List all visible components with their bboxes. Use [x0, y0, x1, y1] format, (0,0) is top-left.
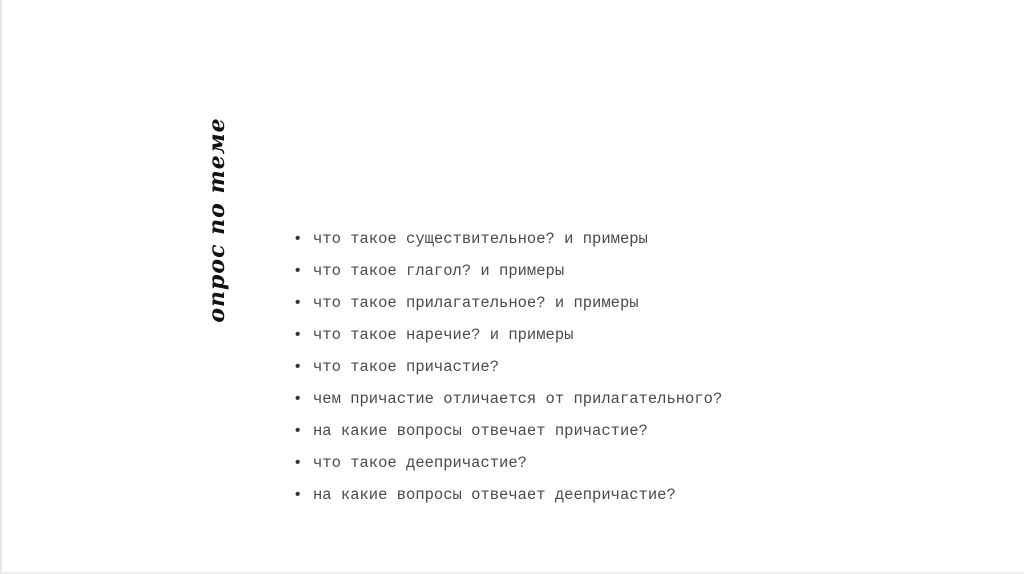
list-item	[293, 292, 722, 324]
bullet-icon: •	[293, 294, 303, 312]
list-item	[293, 324, 722, 356]
bullet-icon: •	[293, 486, 303, 504]
question-text: на какие вопросы отвечает деепричастие?	[313, 486, 676, 504]
bullet-icon: •	[293, 326, 303, 344]
slide-title: опрос по теме	[204, 117, 230, 323]
list-item	[293, 452, 722, 484]
list-item	[293, 484, 722, 516]
bullet-icon: •	[293, 454, 303, 472]
question-text: на какие вопросы отвечает причастие?	[313, 422, 648, 440]
list-item	[293, 388, 722, 420]
question-text: что такое глагол? и примеры	[313, 262, 565, 280]
list-item	[293, 420, 722, 452]
list-item	[293, 260, 722, 292]
bullet-icon: •	[293, 230, 303, 248]
list-item	[293, 356, 722, 388]
question-list	[293, 228, 722, 516]
question-text: что такое деепричастие?	[313, 454, 527, 472]
question-text: что такое причастие?	[313, 358, 500, 376]
bullet-icon: •	[293, 390, 303, 408]
list-item	[293, 228, 722, 260]
question-text: что такое существительное? и примеры	[313, 230, 648, 248]
slide-left-edge	[0, 0, 2, 574]
question-text: чем причастие отличается от прилагательного?	[313, 390, 723, 408]
bullet-icon: •	[293, 422, 303, 440]
bullet-icon: •	[293, 262, 303, 280]
question-text: что такое наречие? и примеры	[313, 326, 574, 344]
question-text: что такое прилагательное? и примеры	[313, 294, 639, 312]
bullet-icon: •	[293, 358, 303, 376]
